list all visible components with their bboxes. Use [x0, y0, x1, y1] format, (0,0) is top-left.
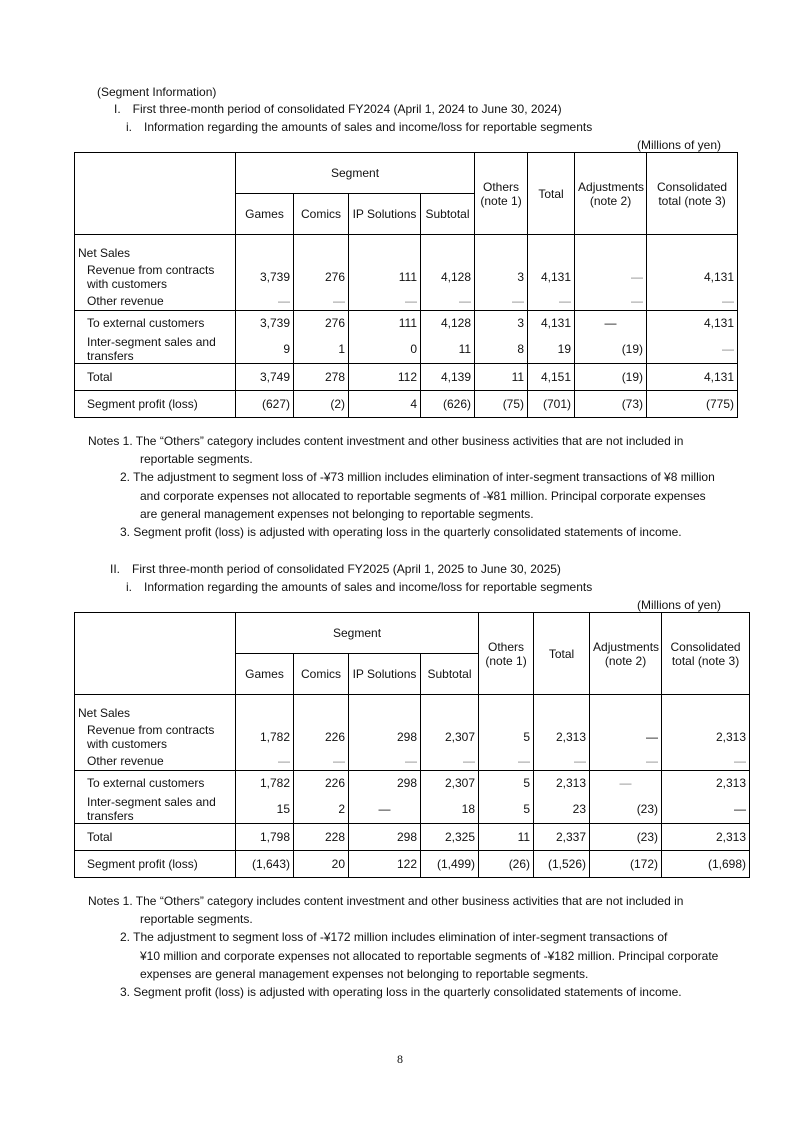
cell: 2,313: [534, 771, 590, 795]
cell: 3,749: [236, 364, 294, 391]
table-row: [75, 391, 738, 418]
header-others: Others (note 1): [479, 613, 534, 695]
cell: 3,739: [236, 311, 294, 335]
cell: —: [349, 292, 421, 311]
cell: (1,698): [662, 851, 750, 878]
table-row: [75, 364, 738, 391]
note-line: ¥10 million and corporate expenses not allocated to reportable segments of -¥182 million. Principal corporate: [140, 948, 719, 963]
header-games: Games: [236, 194, 294, 235]
cell: 2,313: [662, 722, 750, 752]
header-total: Total: [528, 153, 575, 235]
note-line: Notes 1. The “Others” category includes content investment and other business activities that are not included in: [88, 894, 684, 908]
cell: —: [528, 292, 575, 311]
header-consolidated: Consolidated total (note 3): [647, 153, 738, 235]
header-subtotal: Subtotal: [421, 654, 479, 695]
cell: 23: [534, 795, 590, 824]
header-others: Others (note 1): [475, 153, 528, 235]
cell: (23): [590, 824, 662, 851]
header-total: Total: [534, 613, 590, 695]
cell: 3,739: [236, 262, 294, 292]
note-line: 2. The adjustment to segment loss of -¥172 million includes elimination of inter-segment transactions of: [120, 930, 668, 945]
row-label: Segment profit (loss): [75, 851, 236, 878]
cell: 226: [294, 722, 349, 752]
note-line: 2. The adjustment to segment loss of -¥73 million includes elimination of inter-segment transactions of ¥8 million: [120, 470, 715, 485]
period-1-subtitle: i. Information regarding the amounts of sales and income/loss for reportable segments: [126, 120, 593, 134]
cell: (701): [528, 391, 575, 418]
cell: 278: [294, 364, 349, 391]
cell: (73): [575, 391, 647, 418]
cell: 2,313: [662, 824, 750, 851]
cell: (75): [475, 391, 528, 418]
period-1-unit: (Millions of yen): [636, 138, 721, 152]
cell: 4: [349, 391, 421, 418]
notes-fy2024: [88, 432, 728, 541]
cell: 298: [349, 722, 421, 752]
row-label: Revenue from contracts with customers: [75, 722, 236, 752]
cell: 19: [528, 335, 575, 364]
note-line: reportable segments.: [140, 452, 253, 467]
row-label: Total: [75, 364, 236, 391]
header-subtotal: Subtotal: [421, 194, 475, 235]
cell: 4,131: [647, 364, 738, 391]
cell: (1,643): [236, 851, 294, 878]
header-corner: [75, 153, 236, 194]
cell: (626): [421, 391, 475, 418]
header-adjustments: Adjustments (note 2): [575, 153, 647, 235]
cell: —: [662, 752, 750, 771]
header-corner-lower: [75, 654, 236, 695]
cell: 2,337: [534, 824, 590, 851]
cell: 11: [475, 364, 528, 391]
row-label: Total: [75, 824, 236, 851]
cell: —: [236, 292, 294, 311]
row-label: Revenue from contracts with customers: [75, 262, 236, 292]
cell: 111: [349, 311, 421, 335]
cell: —: [647, 292, 738, 311]
cell: (1,526): [534, 851, 590, 878]
cell: 276: [294, 262, 349, 292]
cell: 11: [421, 335, 475, 364]
row-label: Inter-segment sales and transfers: [75, 335, 236, 364]
cell: —: [294, 752, 349, 771]
cell: 2,307: [421, 771, 479, 795]
net-sales-label: Net Sales: [75, 235, 236, 262]
cell: 4,128: [421, 262, 475, 292]
cell: —: [475, 292, 528, 311]
cell: 1,782: [236, 771, 294, 795]
cell: 11: [479, 824, 534, 851]
header-corner: [75, 613, 236, 654]
cell: 4,131: [528, 262, 575, 292]
table-row: [75, 752, 750, 771]
cell: 111: [349, 262, 421, 292]
cell: 2: [294, 795, 349, 824]
cell: —: [421, 752, 479, 771]
header-consolidated: Consolidated total (note 3): [662, 613, 750, 695]
note-line: reportable segments.: [140, 912, 253, 927]
row-label: To external customers: [75, 311, 236, 335]
header-games: Games: [236, 654, 294, 695]
cell: 3: [475, 311, 528, 335]
period-2-subtitle: i. Information regarding the amounts of sales and income/loss for reportable segments: [126, 580, 593, 594]
cell: 2,313: [662, 771, 750, 795]
cell: (19): [575, 364, 647, 391]
page-number: 8: [397, 1052, 403, 1066]
header-comics: Comics: [294, 654, 349, 695]
notes-fy2025: [88, 892, 728, 1001]
note-line: 3. Segment profit (loss) is adjusted with operating loss in the quarterly consolidated statements of income.: [120, 525, 682, 540]
row-label: Segment profit (loss): [75, 391, 236, 418]
cell: —: [236, 752, 294, 771]
table-row: [75, 851, 750, 878]
cell: 4,131: [528, 311, 575, 335]
cell: 1,782: [236, 722, 294, 752]
period-2-title: II. First three-month period of consolidated FY2025 (April 1, 2025 to June 30, 2025): [110, 562, 561, 576]
net-sales-label: Net Sales: [75, 695, 236, 722]
header-segment: Segment: [236, 153, 475, 194]
cell: —: [421, 292, 475, 311]
cell: 4,139: [421, 364, 475, 391]
header-ip-solutions: IP Solutions: [349, 194, 421, 235]
table-row: [75, 771, 750, 795]
row-label: Inter-segment sales and transfers: [75, 795, 236, 824]
cell: 8: [475, 335, 528, 364]
cell: (19): [575, 335, 647, 364]
cell: 4,128: [421, 311, 475, 335]
cell: (23): [590, 795, 662, 824]
cell: —: [590, 752, 662, 771]
note-line: are general management expenses not belonging to reportable segments.: [140, 506, 534, 521]
note-line: expenses are general management expenses not belonging to reportable segments.: [140, 966, 589, 981]
cell: —: [349, 752, 421, 771]
note-line: and corporate expenses not allocated to reportable segments of -¥81 million. Principal corporate expenses: [140, 488, 706, 503]
cell: 4,131: [647, 311, 738, 335]
table-row: [75, 311, 738, 335]
cell: 226: [294, 771, 349, 795]
cell: —: [534, 752, 590, 771]
header-ip-solutions: IP Solutions: [349, 654, 421, 695]
cell: 228: [294, 824, 349, 851]
cell: —: [349, 795, 421, 824]
cell: (1,499): [421, 851, 479, 878]
cell: —: [590, 771, 662, 795]
row-label: To external customers: [75, 771, 236, 795]
table-row: [75, 722, 750, 752]
period-2-unit: (Millions of yen): [636, 598, 721, 612]
cell: —: [294, 292, 349, 311]
header-segment: Segment: [236, 613, 479, 654]
cell: 3: [475, 262, 528, 292]
section-heading: (Segment Information): [97, 85, 217, 99]
header-corner-lower: [75, 194, 236, 235]
cell: —: [662, 795, 750, 824]
cell: 1: [294, 335, 349, 364]
cell: 4,131: [647, 262, 738, 292]
row-label: Other revenue: [75, 752, 236, 771]
table-row: [75, 335, 738, 364]
note-line: 3. Segment profit (loss) is adjusted with operating loss in the quarterly consolidated statements of income.: [120, 985, 682, 1000]
period-1-title: I. First three-month period of consolidated FY2024 (April 1, 2024 to June 30, 2024): [114, 102, 562, 116]
cell: —: [575, 262, 647, 292]
table-row: [75, 262, 738, 292]
cell: —: [590, 722, 662, 752]
cell: (627): [236, 391, 294, 418]
cell: 122: [349, 851, 421, 878]
cell: 2,307: [421, 722, 479, 752]
cell: 5: [479, 795, 534, 824]
table-row: [75, 824, 750, 851]
cell: 5: [479, 722, 534, 752]
segment-table-fy2025: [74, 612, 750, 878]
cell: 9: [236, 335, 294, 364]
cell: 5: [479, 771, 534, 795]
cell: —: [479, 752, 534, 771]
cell: 298: [349, 824, 421, 851]
cell: 0: [349, 335, 421, 364]
cell: 1,798: [236, 824, 294, 851]
cell: 2,313: [534, 722, 590, 752]
note-line: Notes 1. The “Others” category includes content investment and other business activities that are not included in: [88, 434, 684, 448]
cell: 18: [421, 795, 479, 824]
cell: —: [575, 292, 647, 311]
cell: 298: [349, 771, 421, 795]
cell: 15: [236, 795, 294, 824]
cell: (172): [590, 851, 662, 878]
header-comics: Comics: [294, 194, 349, 235]
cell: —: [647, 335, 738, 364]
cell: 276: [294, 311, 349, 335]
cell: (2): [294, 391, 349, 418]
row-label: Other revenue: [75, 292, 236, 311]
cell: 4,151: [528, 364, 575, 391]
cell: (775): [647, 391, 738, 418]
cell: —: [575, 311, 647, 335]
segment-table-fy2024: [74, 152, 738, 418]
table-row: [75, 795, 750, 824]
cell: 112: [349, 364, 421, 391]
cell: 2,325: [421, 824, 479, 851]
table-row: [75, 292, 738, 311]
header-adjustments: Adjustments (note 2): [590, 613, 662, 695]
cell: (26): [479, 851, 534, 878]
cell: 20: [294, 851, 349, 878]
